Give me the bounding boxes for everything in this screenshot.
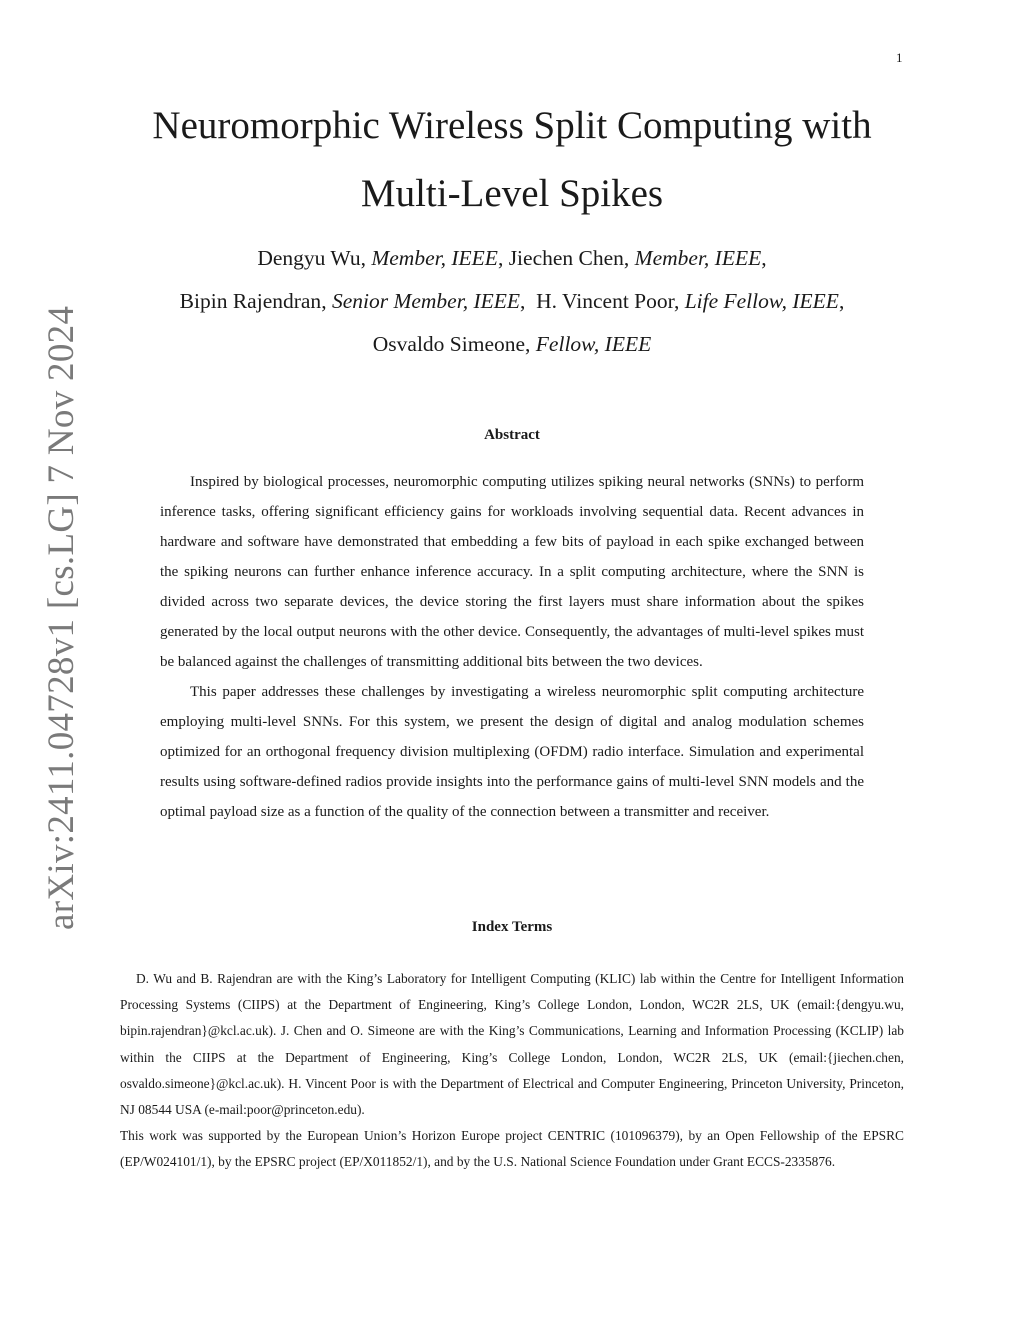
author-affiliation: Life Fellow, IEEE [684,289,839,313]
arxiv-side-stamp: arXiv:2411.04728v1 [cs.LG] 7 Nov 2024 [41,305,82,930]
author-affiliation: Senior Member, IEEE [331,289,521,313]
author-name: Bipin Rajendran [179,289,322,313]
title-line-1: Neuromorphic Wireless Split Computing with [152,104,872,147]
abstract-paragraph: Inspired by biological processes, neuromorphic computing utilizes spiking neural networks (SNNs) to perform inference tasks, offering significant efficiency gains for workloads involving sequential data. Recent advances in hardware and software have demonstrated that embedding a few bits of payload in each spike exchanged between the spiking neurons can further enhance inference accuracy. In a split computing architecture, where the SNN is divided across two separate devices, the device storing the first layers must share information about the spikes generated by the local output neurons with the other device. Consequently, the advantages of multi-level spikes must be balanced against the challenges of transmitting additional bits between the two devices. [160,474,864,670]
author-affiliation: Member, IEEE [634,246,762,270]
footnotes [120,966,904,1176]
author-name: Dengyu Wu [257,246,361,270]
index-terms-heading: Index Terms [471,919,553,935]
page-number: 1 [896,50,903,65]
author-name: Jiechen Chen [508,246,624,270]
abstract-paragraph: This paper addresses these challenges by investigating a wireless neuromorphic split computing architecture employing multi-level SNNs. For this system, we present the design of digital and analog modulation schemes optimized for an orthogonal frequency division multiplexing (OFDM) radio interface. Simulation and experimental results using software-defined radios provide insights into the performance gains of multi-level SNN models and the optimal payload size as a function of the quality of the connection between a transmitter and receiver. [160,684,864,820]
title-line-2: Multi-Level Spikes [360,172,664,215]
author-list: Dengyu Wu, Member, IEEE, Jiechen Chen, Member, IEEE, Bipin Rajendran, Senior Member, IEEE, H. Vincent Poor, Life Fellow, IEEE, Osvaldo Simeone, Fellow, IEEE [179,246,845,356]
author-name: H. Vincent Poor [536,289,674,313]
paper-title [100,92,924,228]
author-affiliation: Member, IEEE [371,246,498,270]
footnote-affiliations: D. Wu and B. Rajendran are with the King’s Laboratory for Intelligent Computing (KLIC) lab within the Centre for Intelligent Information Processing Systems (CIIPS) at the Department of Engineering, King’s College London, London, WC2R 2LS, UK (email:{dengyu.wu, bipin.rajendran}@kcl.ac.uk). J. Chen and O. Simeone are with the King’s Communications, Learning and Information Processing (KCLIP) lab within the CIIPS at the Department of Engineering, King’s College London, London, WC2R 2LS, UK (email:{jiechen.chen, osvaldo.simeone}@kcl.ac.uk). H. Vincent Poor is with the Department of Electrical and Computer Engineering, Princeton University, Princeton, NJ 08544 USA (e-mail:poor@princeton.edu). [120,971,904,1118]
author-name: Osvaldo Simeone [372,332,526,356]
abstract-heading: Abstract [484,427,540,443]
author-affiliation: Fellow, IEEE [535,332,652,356]
footnote-funding: This work was supported by the European Union’s Horizon Europe project CENTRIC (101096379), by an Open Fellowship of the EPSRC (EP/W024101/1), by the EPSRC project (EP/X011852/1), and by the U.S. National Science Foundation under Grant ECCS-2335876. [120,1128,904,1170]
abstract-body [160,467,864,827]
